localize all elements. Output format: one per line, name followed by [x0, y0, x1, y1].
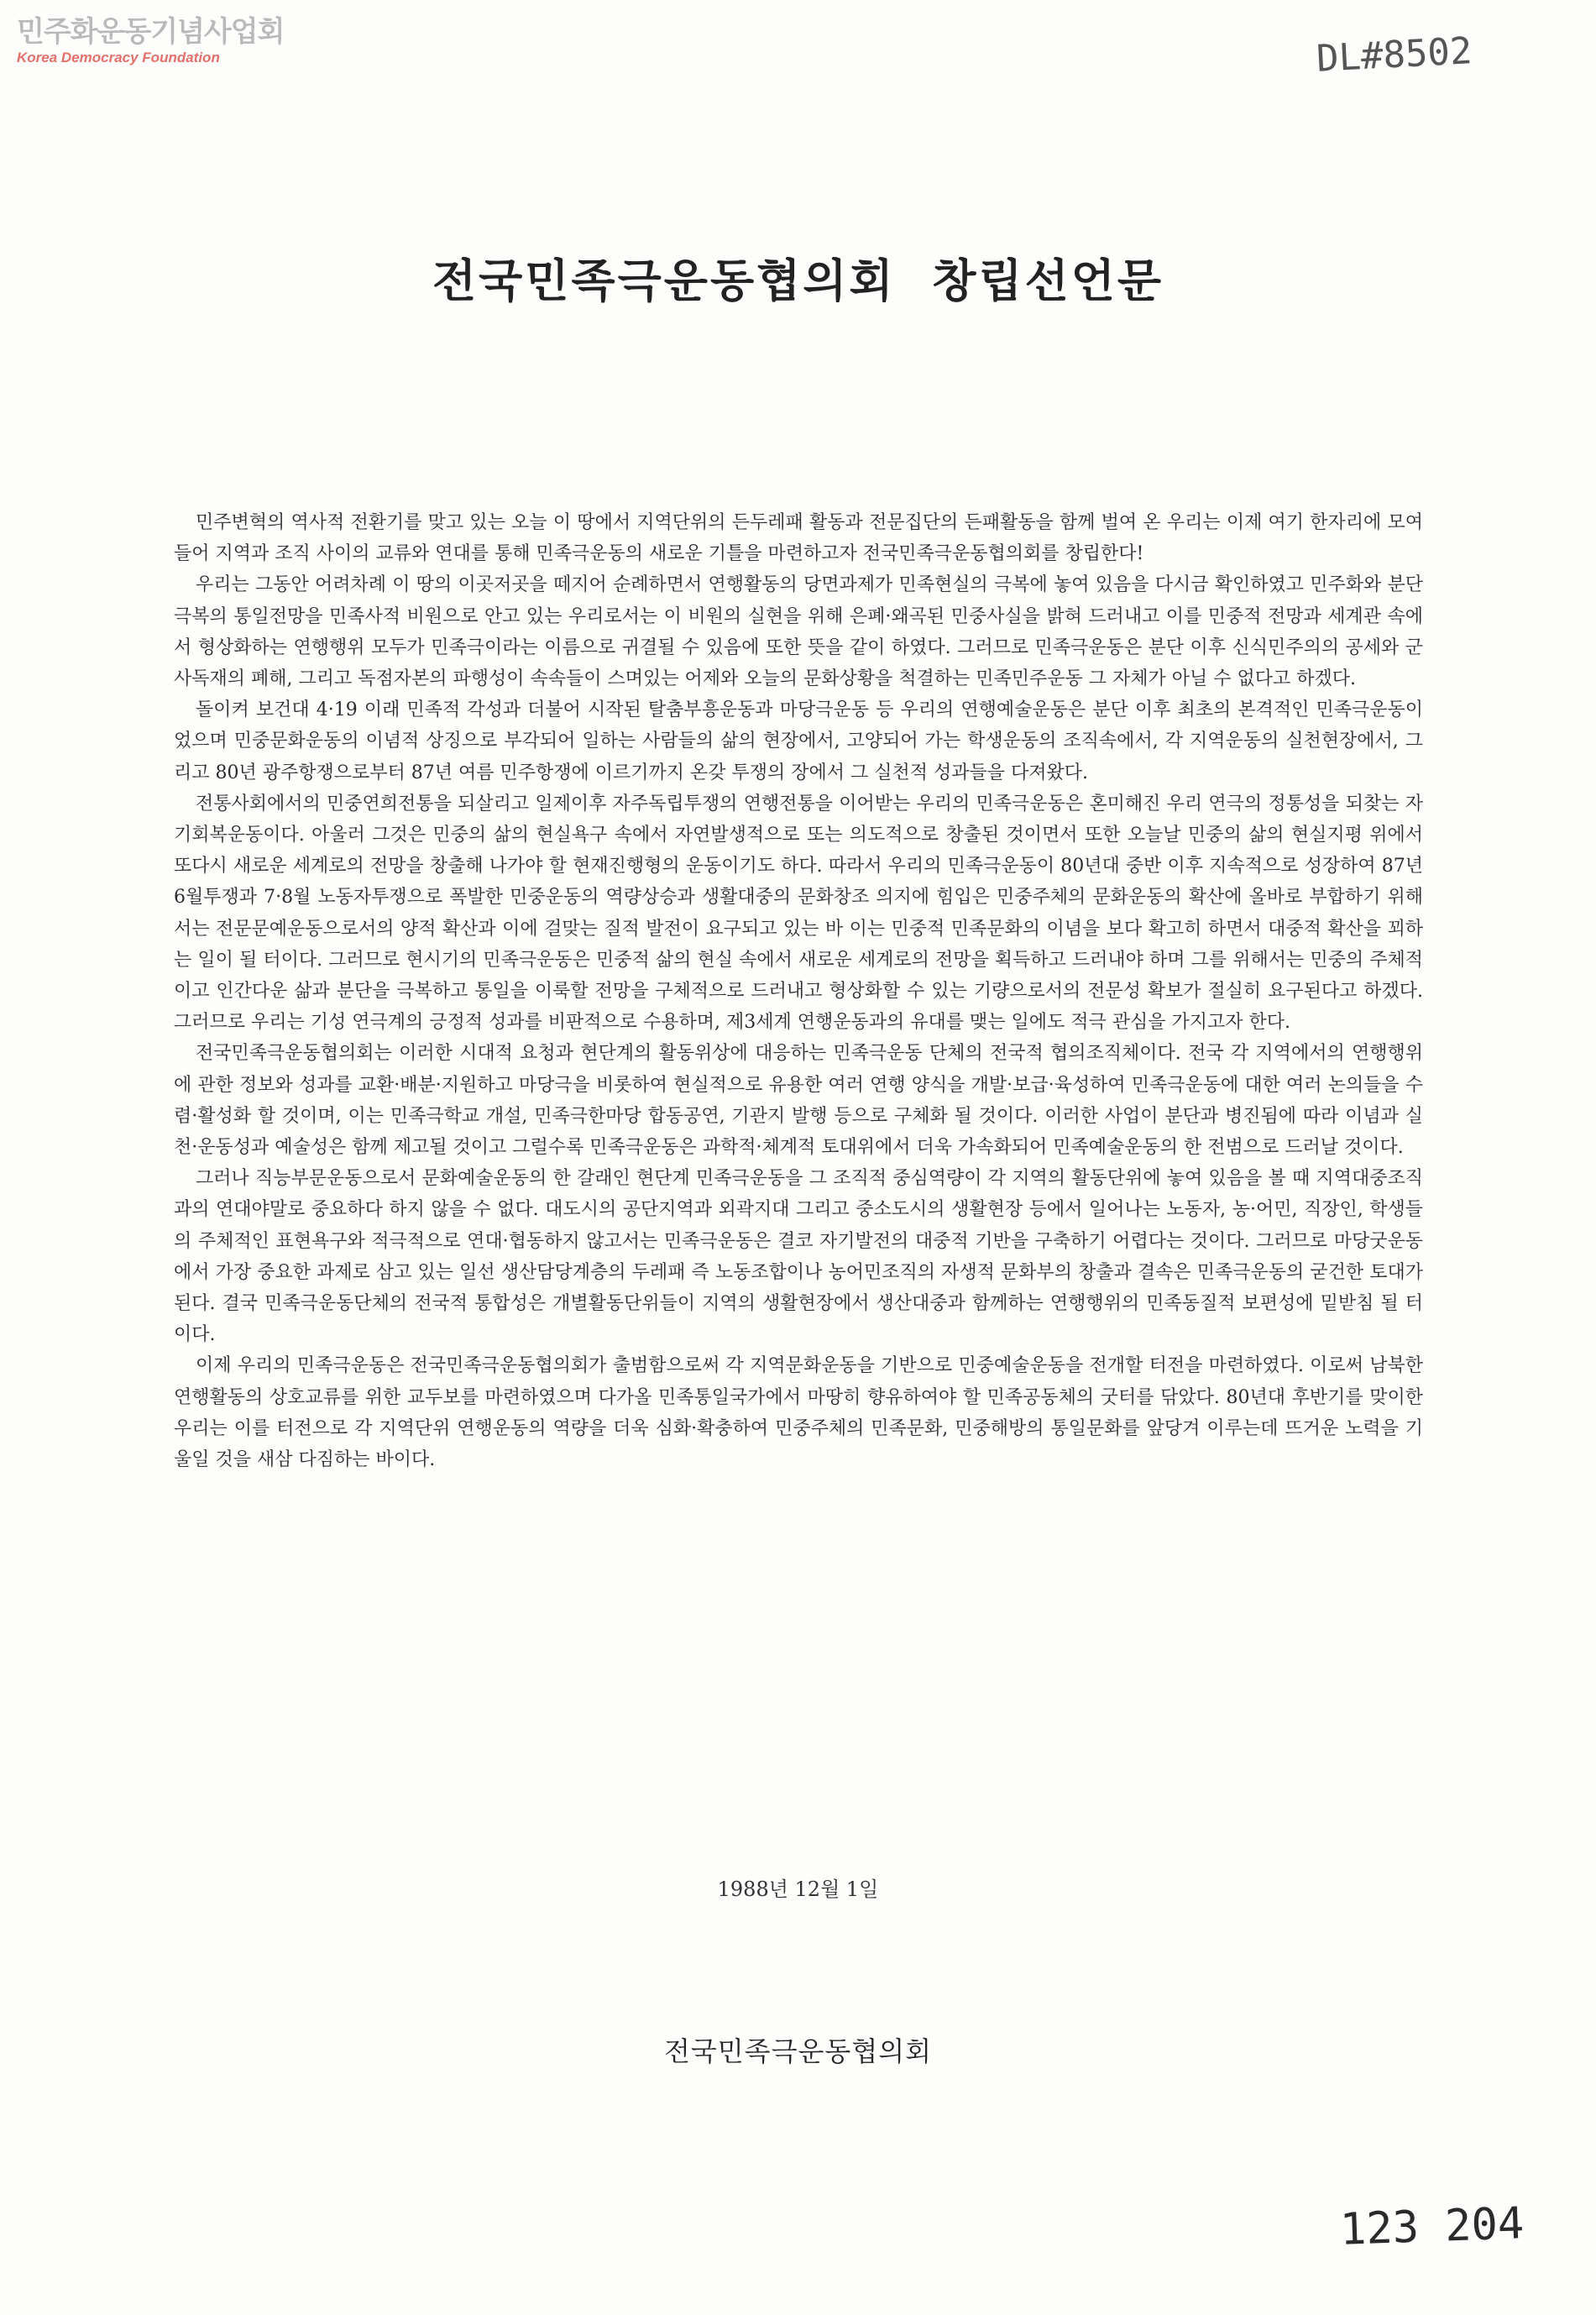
paragraph: 돌이켜 보건대 4·19 이래 민족적 각성과 더불어 시작된 탈춤부흥운동과 마당극운동 등 우리의 연행예술운동은 분단 이후 최초의 본격적인 민족극운동이었으며 민중문화운동의 이념적 상징으로 부각되어 일하는 사람들의 삶의 현장에서, 고양되어 가는 학생운동의 조직속에서, 각 지역운동의 실천현장에서, 그리고 80년 광주항쟁으로부터 87년 여름 민주항쟁에 이르기까지 온갖 투쟁의 장에서 그 실천적 성과들을 다져왔다. — [174, 699, 1423, 783]
declaration-body — [174, 507, 1423, 1475]
paragraph: 그러나 직능부문운동으로서 문화예술운동의 한 갈래인 현단계 민족극운동을 그 조직적 중심역량이 각 지역의 활동단위에 놓여 있음을 볼 때 지역대중조직과의 연대야말로 중요하다 하지 않을 수 없다. 대도시의 공단지역과 외곽지대 그리고 중소도시의 생활현장 등에서 일어나는 노동자, 농·어민, 직장인, 학생들의 주체적인 표현욕구와 적극적으로 연대·협동하지 않고서는 민족극운동은 결코 자기발전의 대중적 기반을 구축하기 어렵다는 것이다. 그러므로 마당굿운동에서 가장 중요한 과제로 삼고 있는 일선 생산담당계층의 두레패 즉 노동조합이나 농어민조직의 자생적 문화부의 창출과 결속은 민족극운동의 굳건한 토대가 된다. 결국 민족극운동단체의 전국적 통합성은 개별활동단위들이 지역의 생활현장에서 생산대중과 함께하는 연행행위의 민족동질적 보편성에 밑받침 될 터이다. — [174, 1168, 1423, 1346]
paragraph: 이제 우리의 민족극운동은 전국민족극운동협의회가 출범함으로써 각 지역문화운동을 기반으로 민중예술운동을 전개할 터전을 마련하였다. 이로써 남북한 연행활동의 상호교류를 위한 교두보를 마련하였으며 다가올 민족통일국가에서 마땅히 향유하여야 할 민족공동체의 굿터를 닦았다. 80년대 후반기를 맞이한 우리는 이를 터전으로 각 지역단위 연행운동의 역량을 더욱 심화·확충하여 민중주체의 민족문화, 민중해방의 통일문화를 앞당겨 이루는데 뜨거운 노력을 기울일 것을 새삼 다짐하는 바이다. — [174, 1355, 1423, 1471]
handwritten-archive-id: DL#8502 — [1315, 29, 1473, 81]
document-title: 전국민족극운동협의회 창립선언문 — [432, 254, 1164, 307]
organization-signature: 전국민족극운동협의회 — [663, 2035, 933, 2067]
paragraph: 전통사회에서의 민중연희전통을 되살리고 일제이후 자주독립투쟁의 연행전통을 이어받는 우리의 민족극운동은 혼미해진 우리 연극의 정통성을 되찾는 자기회복운동이다. 아울러 그것은 민중의 삶의 현실욕구 속에서 자연발생적으로 또는 의도적으로 창출된 것이면서 또한 오늘날 민중의 삶의 현실지평 위에서 또다시 새로운 세계로의 전망을 창출해 나가야 할 현재진행형의 운동이기도 하다. 따라서 우리의 민족극운동이 80년대 중반 이후 지속적으로 성장하여 87년 6월투쟁과 7·8월 노동자투쟁으로 폭발한 민중운동의 역량상승과 생활대중의 문화창조 의지에 힘입은 민중주체의 문화운동의 확산에 올바로 부합하기 위해서는 전문문예운동으로서의 양적 확산과 이에 걸맞는 질적 발전이 요구되고 있는 바 이는 민중적 민족문화의 이념을 보다 확고히 하면서 대중적 확산을 꾀하는 일이 될 터이다. 그러므로 현시기의 민족극운동은 민중적 삶의 현실 속에서 새로운 세계로의 전망을 획득하고 드러내야 하며 그를 위해서는 민중의 주체적이고 인간다운 삶과 분단을 극복하고 통일을 이룩할 전망을 구체적으로 드러내고 형상화할 수 있는 기량으로서의 전문성 확보가 절실히 요구된다고 하겠다. 그러므로 우리는 기성 연극계의 긍정적 성과를 비판적으로 수용하며, 제3세계 연행운동과의 유대를 맺는 일에도 적극 관심을 가지고자 한다. — [174, 793, 1423, 1034]
handwritten-page-number: 123 204 — [1339, 2198, 1525, 2255]
paragraph: 우리는 그동안 어려차례 이 땅의 이곳저곳을 떼지어 순례하면서 연행활동의 당면과제가 민족현실의 극복에 놓여 있음을 다시금 확인하였고 민주화와 분단극복의 통일전망을 민족사적 비원으로 안고 있는 우리로서는 이 비원의 실현을 위해 은폐·왜곡된 민중사실을 밝혀 드러내고 이를 민중적 전망과 세계관 속에서 형상화하는 연행행위 모두가 민족극이라는 이름으로 귀결될 수 있음에 또한 뜻을 같이 하였다. 그러므로 민족극운동은 분단 이후 신식민주의의 공세와 군사독재의 폐해, 그리고 독점자본의 파행성이 속속들이 스며있는 어제와 오늘의 문화상황을 척결하는 민족민주운동 그 자체가 아닐 수 없다고 하겠다. — [174, 574, 1423, 690]
logo-korean-text: 민주화운동기념사업회 — [17, 15, 285, 49]
paragraph: 전국민족극운동협의회는 이러한 시대적 요청과 현단계의 활동위상에 대응하는 민족극운동 단체의 전국적 협의조직체이다. 전국 각 지역에서의 연행행위에 관한 정보와 성과를 교환·배분·지원하고 마당극을 비롯하여 현실적으로 유용한 여러 연행 양식을 개발·보급·육성하여 민족극운동에 대한 여러 논의들을 수렴·활성화 할 것이며, 이는 민족극학교 개설, 민족극한마당 합동공연, 기관지 발행 등으로 구체화 될 것이다. 이러한 사업이 분단과 병진됨에 따라 이념과 실천·운동성과 예술성은 함께 제고될 것이고 그럴수록 민족극운동은 과학적·체계적 토대위에서 더욱 가속화되어 민족예술운동의 한 전범으로 드러날 것이다. — [174, 1043, 1423, 1159]
declaration-date: 1988년 12월 1일 — [717, 1878, 879, 1901]
logo-english-text: Korea Democracy Foundation — [17, 50, 220, 65]
paragraph: 민주변혁의 역사적 전환기를 맞고 있는 오늘 이 땅에서 지역단위의 든두레패 활동과 전문집단의 든패활동을 함께 벌여 온 우리는 이제 여기 한자리에 모여 들어 지역과 조직 사이의 교류와 연대를 통해 민족극운동의 새로운 기틀을 마련하고자 전국민족극운동협의회를 창립한다! — [174, 512, 1423, 565]
foundation-logo — [17, 15, 285, 67]
